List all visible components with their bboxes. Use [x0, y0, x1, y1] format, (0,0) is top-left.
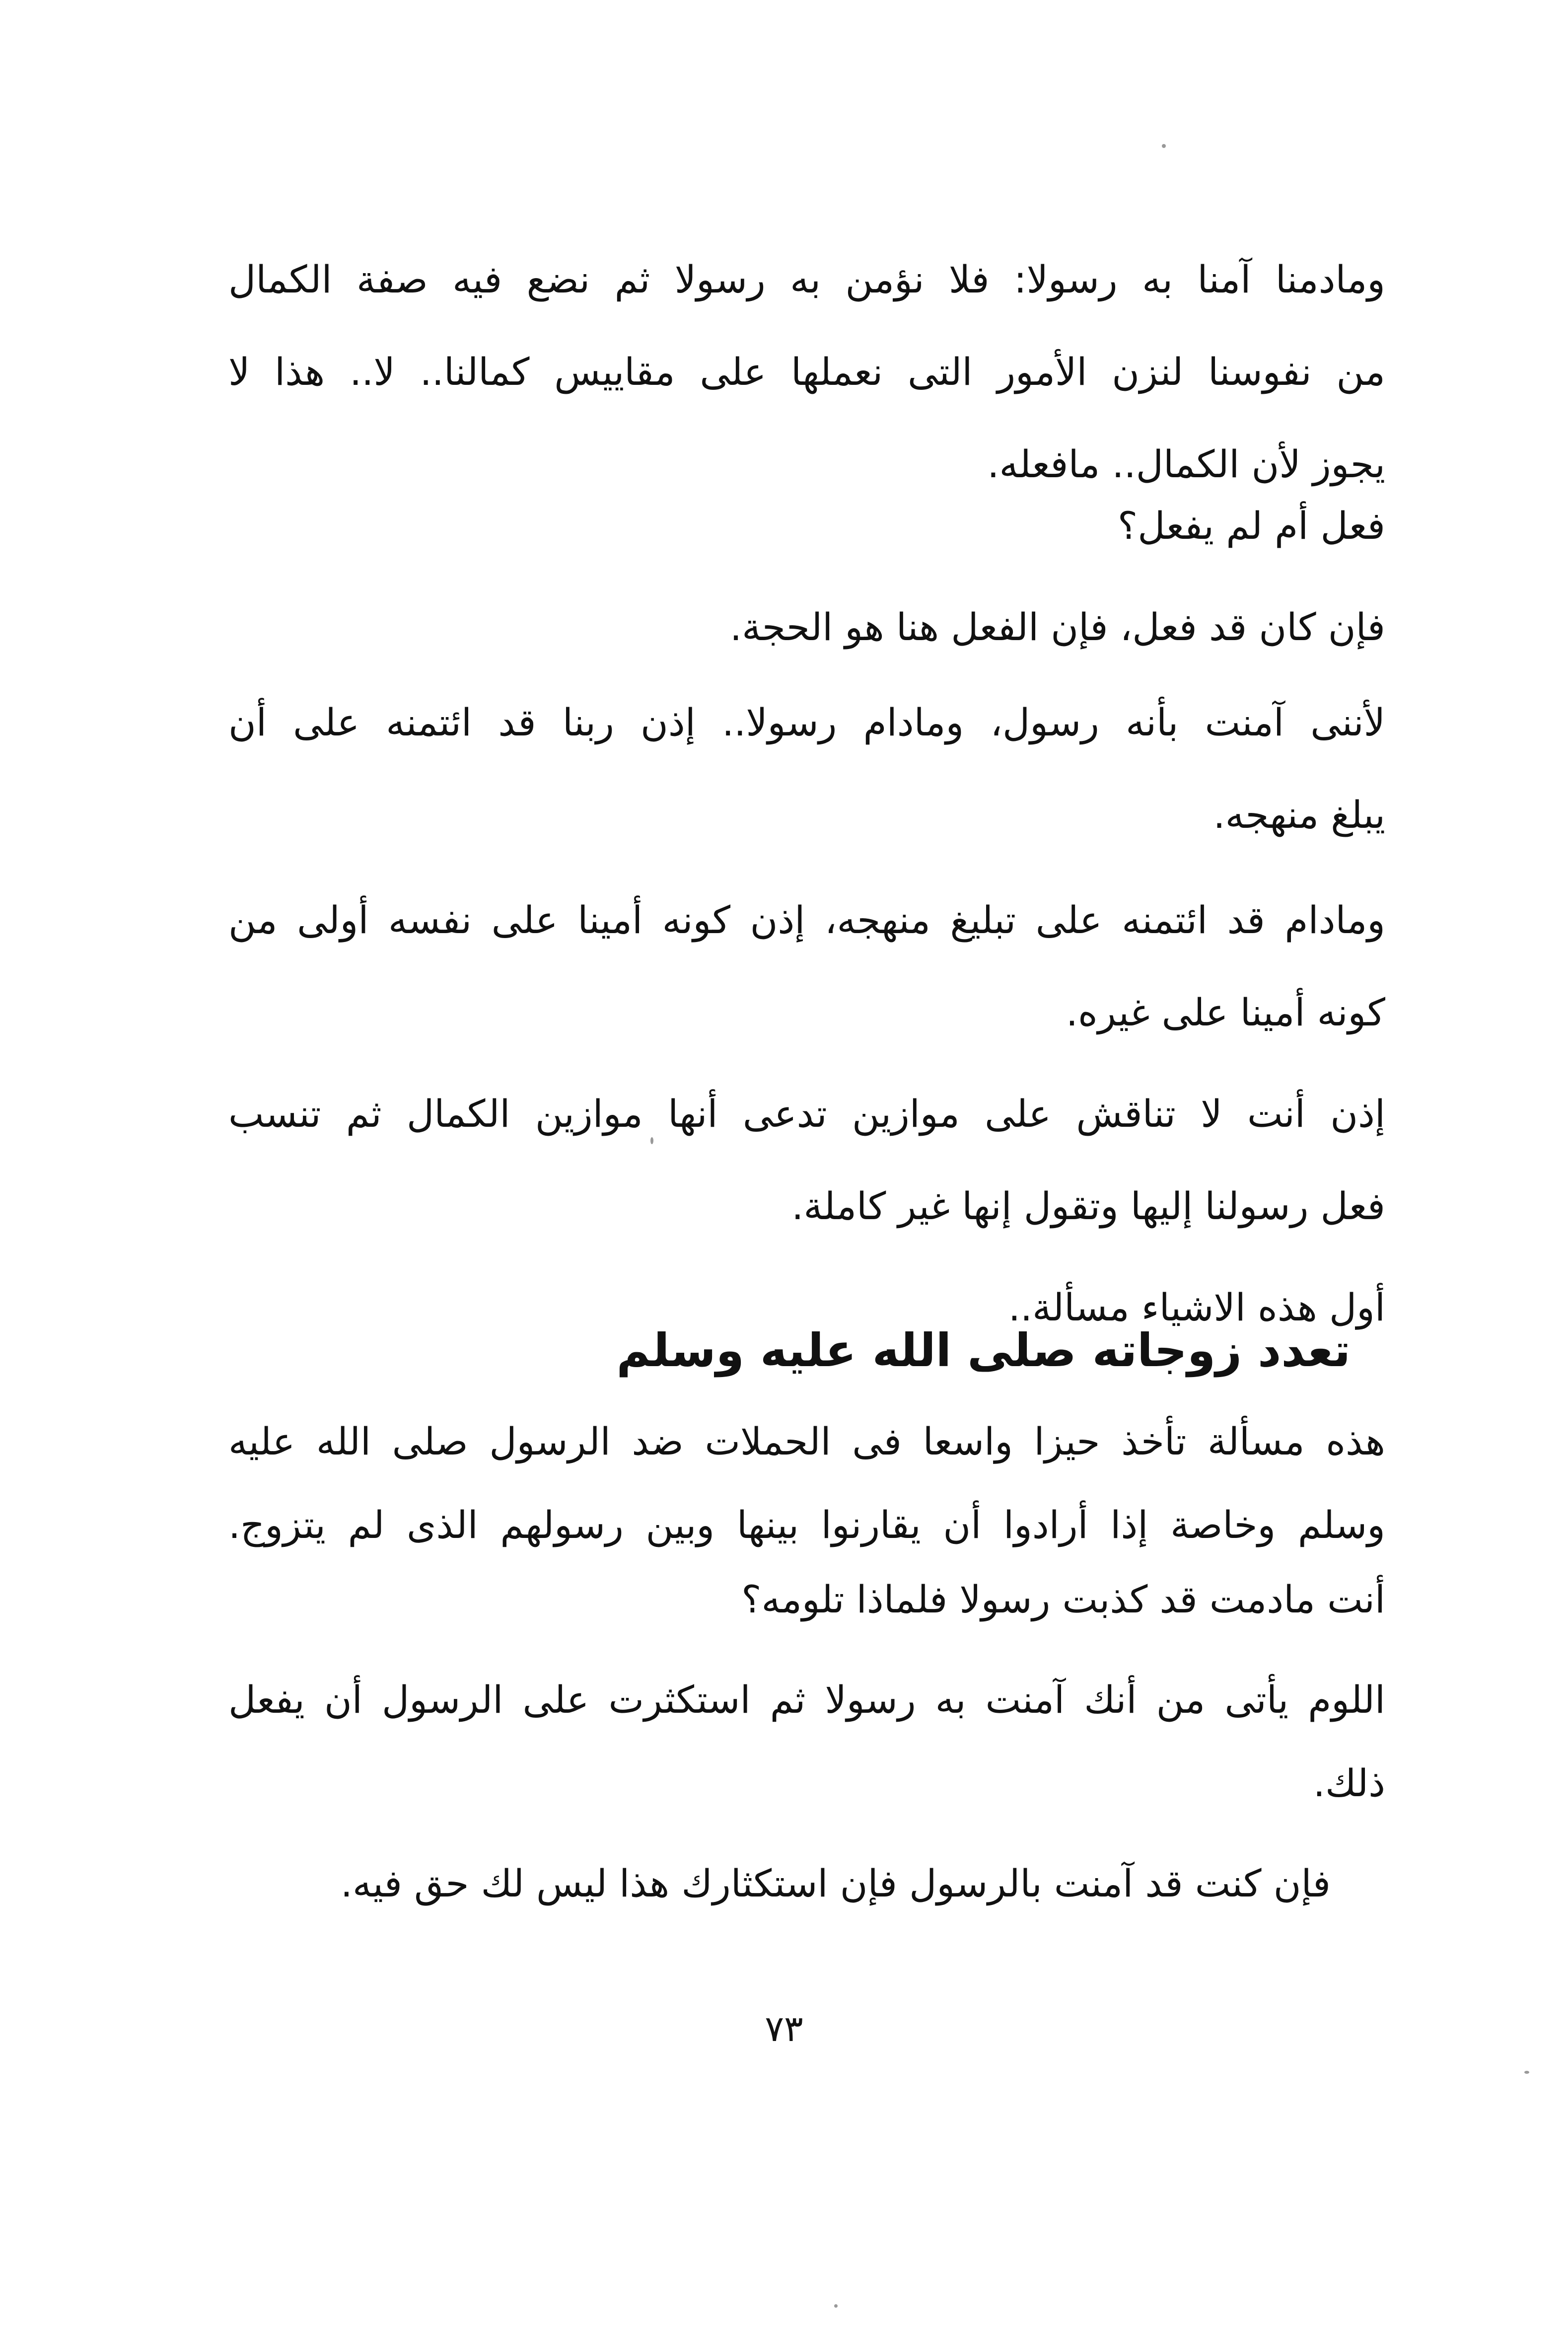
paragraph-line: ومادام قد ائتمنه على تبليغ منهجه، إذن كونه أمينا على نفسه أولى من: [228, 898, 1385, 942]
scan-speck: [1162, 144, 1166, 148]
paragraph-6: [228, 1068, 1385, 1252]
paragraph-line: من نفوسنا لنزن الأمور التى نعملها على مقاييس كمالنا.. لا.. هذا لا: [228, 350, 1385, 394]
paragraph-9: [228, 1654, 1385, 1821]
paragraph-line: فإن كان قد فعل، فإن الفعل هنا هو الحجة.: [729, 605, 1385, 649]
paragraph-line: يبلغ منهجه.: [1213, 793, 1385, 837]
paragraph-line: ومادمنا آمنا به رسولا: فلا نؤمن به رسولا ثم نضع فيه صفة الكمال: [228, 257, 1385, 301]
paragraph-line: أنت مادمت قد كذبت رسولا فلماذا تلومه؟: [741, 1577, 1385, 1621]
paragraph-8: [228, 1395, 1385, 1637]
paragraph-line: ذلك.: [1313, 1761, 1385, 1805]
paragraph-4: [228, 676, 1385, 861]
paragraph-line: أول هذه الاشياء مسألة..: [1008, 1285, 1385, 1329]
scan-speck: [834, 2304, 838, 2308]
paragraph-line: فعل رسولنا إليها وتقول إنها غير كاملة.: [791, 1184, 1385, 1228]
scan-speck: [1524, 2071, 1529, 2074]
scan-speck: [650, 1137, 653, 1144]
paragraph-line: إذن أنت لا تناقش على موازين تدعى أنها موازين الكمال ثم تنسب: [228, 1092, 1385, 1136]
paragraph-line: فعل أم لم يفعل؟: [1117, 504, 1385, 548]
paragraph-line: اللوم يأتى من أنك آمنت به رسولا ثم استكثرت على الرسول أن يفعل: [228, 1678, 1385, 1722]
paragraph-1: [228, 233, 1385, 511]
paragraph-line: هذه مسألة تأخذ حيزا واسعا فى الحملات ضد الرسول صلى الله عليه: [228, 1419, 1385, 1463]
page-number: ٧٣: [765, 2008, 803, 2049]
paragraph-line: كونه أمينا على غيره.: [1066, 990, 1385, 1034]
paragraph-line: وسلم وخاصة إذا أرادوا أن يقارنوا بينها وبين رسولهم الذى لم يتزوج.: [228, 1503, 1385, 1547]
paragraph-3: [228, 581, 1385, 673]
paragraph-5: [228, 874, 1385, 1059]
paragraph-10: [228, 1837, 1331, 1930]
paragraph-line: يجوز لأن الكمال.. مافعله.: [987, 442, 1385, 486]
section-heading: تعدد زوجاته صلى الله عليه وسلم: [616, 1324, 1351, 1377]
paragraph-2: [228, 480, 1385, 572]
paragraph-line: لأننى آمنت بأنه رسول، ومادام رسولا.. إذن ربنا قد ائتمنه على أن: [228, 700, 1385, 744]
paragraph-line: فإن كنت قد آمنت بالرسول فإن استكثارك هذا ليس لك حق فيه.: [340, 1861, 1331, 1905]
